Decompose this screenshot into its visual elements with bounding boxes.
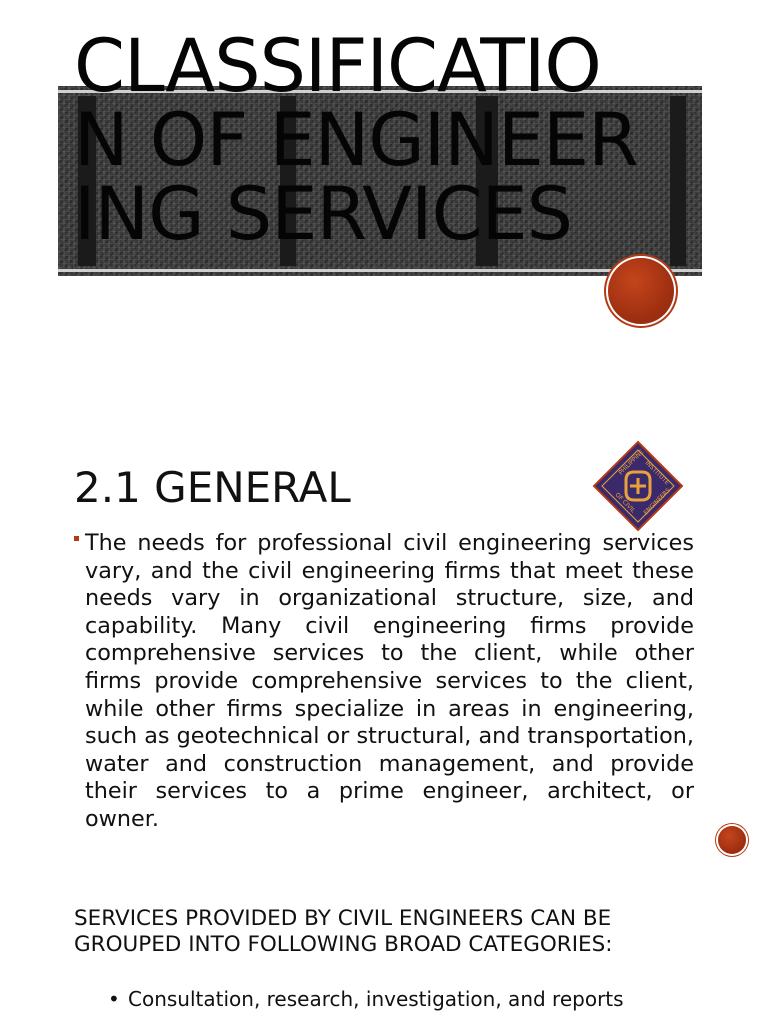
svg-text:PHILIPPINE: PHILIPPINE xyxy=(617,448,646,477)
list-item xyxy=(106,986,666,1012)
square-bullet-icon xyxy=(74,536,79,541)
svg-text:OF CIVIL: OF CIVIL xyxy=(613,491,637,515)
svg-text:INSTITUTE: INSTITUTE xyxy=(643,459,671,487)
band-bottom-edge xyxy=(58,269,702,272)
categories-list xyxy=(106,986,666,1012)
band-stripe xyxy=(670,96,686,266)
title-slide xyxy=(0,0,768,400)
general-paragraph: The needs for professional civil engineering services vary, and the civil engineering firms that meet these needs vary in organizational structure, size, and capability. Many civil engineering firms provide comprehensive services to the client, while other firms provide comprehensive services to the client, while other firms specialize in areas in engineering, such as geotechnical or structural, and transportation, water and construction management, and provide their services to a prime engineer, architect, or owner. xyxy=(85,530,694,832)
svg-text:ENGINEERS: ENGINEERS xyxy=(642,486,672,517)
slide-title: CLASSIFICATION OF ENGINEERING SERVICES xyxy=(74,24,638,257)
general-paragraph-block xyxy=(72,530,694,834)
decorative-circle-icon xyxy=(608,258,674,324)
categories-heading: SERVICES PROVIDED BY CIVIL ENGINEERS CAN BE GROUPED INTO FOLLOWING BROAD CATEGORIES: xyxy=(74,906,613,957)
pice-logo-icon xyxy=(592,440,684,532)
decorative-circle-icon xyxy=(718,826,746,854)
bullet-dot-icon: • xyxy=(108,987,120,1011)
section-heading: 2.1 GENERAL xyxy=(74,463,351,512)
list-item-label: Consultation, research, investigation, and reports xyxy=(128,987,624,1011)
